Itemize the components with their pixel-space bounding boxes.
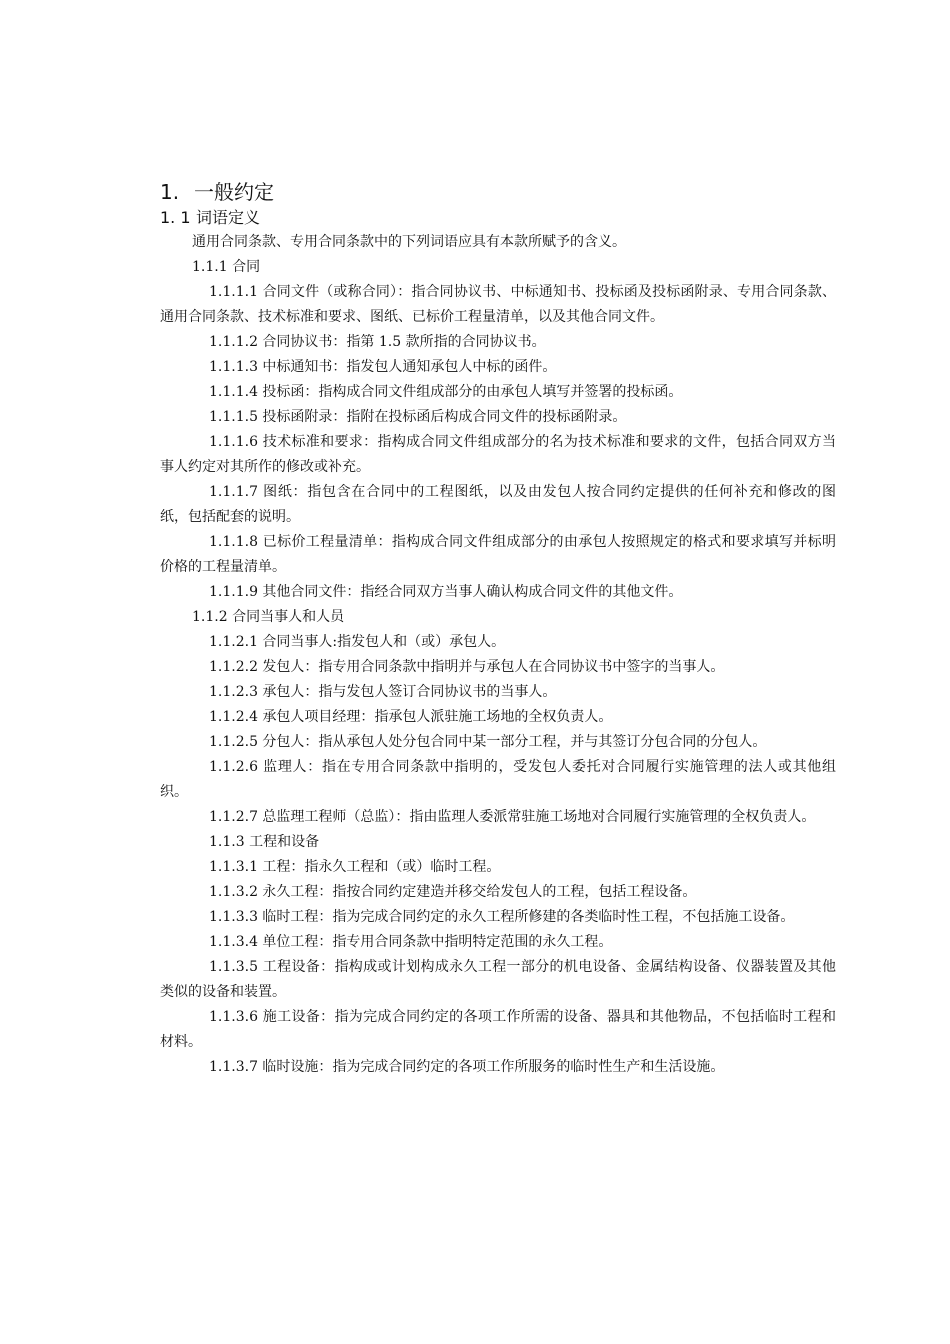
clause-1-1-2-7: 1.1.2.7 总监理工程师（总监）：指由监理人委派常驻施工场地对合同履行实施管理的全权负责人。: [209, 809, 816, 825]
clause-1-1-3-4: 1.1.3.4 单位工程：指专用合同条款中指明特定范围的永久工程。: [209, 934, 613, 950]
heading-level-1: [160, 178, 836, 206]
section-number: 1.1.2: [192, 609, 228, 625]
intro-paragraph: 通用合同条款、专用合同条款中的下列词语应具有本款所赋予的含义。: [192, 234, 626, 250]
clause-1-1-1-7: 1.1.1.7 图纸：指包含在合同中的工程图纸，以及由发包人按合同约定提供的任何补充和修改的图纸，包括配套的说明。: [160, 484, 836, 525]
clause-1-1-3-6: 1.1.3.6 施工设备：指为完成合同约定的各项工作所需的设备、器具和其他物品，不包括临时工程和材料。: [160, 1009, 836, 1050]
clause-1-1-1-3: 1.1.1.3 中标通知书：指发包人通知承包人中标的函件。: [209, 359, 557, 375]
clause-1-1-1-6: 1.1.1.6 技术标准和要求：指构成合同文件组成部分的名为技术标准和要求的文件，包括合同双方当事人约定对其所作的修改或补充。: [160, 434, 836, 475]
clause-1-1-3-7: 1.1.3.7 临时设施：指为完成合同约定的各项工作所服务的临时性生产和生活设施。: [209, 1059, 725, 1075]
clause-1-1-3-5: 1.1.3.5 工程设备：指构成或计划构成永久工程一部分的机电设备、金属结构设备、仪器装置及其他类似的设备和装置。: [160, 959, 836, 1000]
section-title: 工程和设备: [249, 834, 320, 850]
heading-level-2-number: 1. 1: [160, 208, 191, 227]
section-heading-1-1-3: [160, 830, 836, 855]
section-title: 合同: [232, 259, 261, 275]
section-number: 1.1.1: [192, 259, 228, 275]
section-heading-1-1-1: [160, 255, 836, 280]
document-page: [160, 178, 836, 1080]
heading-level-2: [160, 206, 836, 230]
clause-1-1-3-2: 1.1.3.2 永久工程：指按合同约定建造并移交给发包人的工程，包括工程设备。: [209, 884, 697, 900]
clause-1-1-3-3: 1.1.3.3 临时工程：指为完成合同约定的永久工程所修建的各类临时性工程，不包括施工设备。: [209, 909, 795, 925]
clause-1-1-2-6: 1.1.2.6 监理人：指在专用合同条款中指明的，受发包人委托对合同履行实施管理的法人或其他组织。: [160, 759, 836, 800]
clause-1-1-2-5: 1.1.2.5 分包人：指从承包人处分包合同中某一部分工程，并与其签订分包合同的分包人。: [209, 734, 767, 750]
clause-1-1-3-1: 1.1.3.1 工程：指永久工程和（或）临时工程。: [209, 859, 501, 875]
clause-1-1-1-1: 1.1.1.1 合同文件（或称合同）：指合同协议书、中标通知书、投标函及投标函附录、专用合同条款、通用合同条款、技术标准和要求、图纸、已标价工程量清单，以及其他合同文件。: [160, 284, 836, 325]
clause-1-1-1-2: 1.1.1.2 合同协议书：指第 1.5 款所指的合同协议书。: [209, 334, 546, 350]
clause-1-1-2-4: 1.1.2.4 承包人项目经理：指承包人派驻施工场地的全权负责人。: [209, 709, 613, 725]
clause-1-1-2-2: 1.1.2.2 发包人：指专用合同条款中指明并与承包人在合同协议书中签字的当事人。: [209, 659, 725, 675]
heading-level-1-title: 一般约定: [194, 180, 274, 204]
clause-1-1-1-8: 1.1.1.8 已标价工程量清单：指构成合同文件组成部分的由承包人按照规定的格式和要求填写并标明价格的工程量清单。: [160, 534, 836, 575]
heading-level-2-title: 词语定义: [196, 208, 261, 227]
heading-level-1-number: 1.: [160, 180, 180, 204]
section-title: 合同当事人和人员: [232, 609, 345, 625]
clause-1-1-2-3: 1.1.2.3 承包人：指与发包人签订合同协议书的当事人。: [209, 684, 557, 700]
clause-1-1-1-4: 1.1.1.4 投标函：指构成合同文件组成部分的由承包人填写并签署的投标函。: [209, 384, 683, 400]
clause-1-1-1-5: 1.1.1.5 投标函附录：指附在投标函后构成合同文件的投标函附录。: [209, 409, 627, 425]
section-number: 1.1.3: [209, 834, 245, 850]
clause-1-1-1-9: 1.1.1.9 其他合同文件：指经合同双方当事人确认构成合同文件的其他文件。: [209, 584, 683, 600]
clause-1-1-2-1: 1.1.2.1 合同当事人:指发包人和（或）承包人。: [209, 634, 506, 650]
section-heading-1-1-2: [160, 605, 836, 630]
